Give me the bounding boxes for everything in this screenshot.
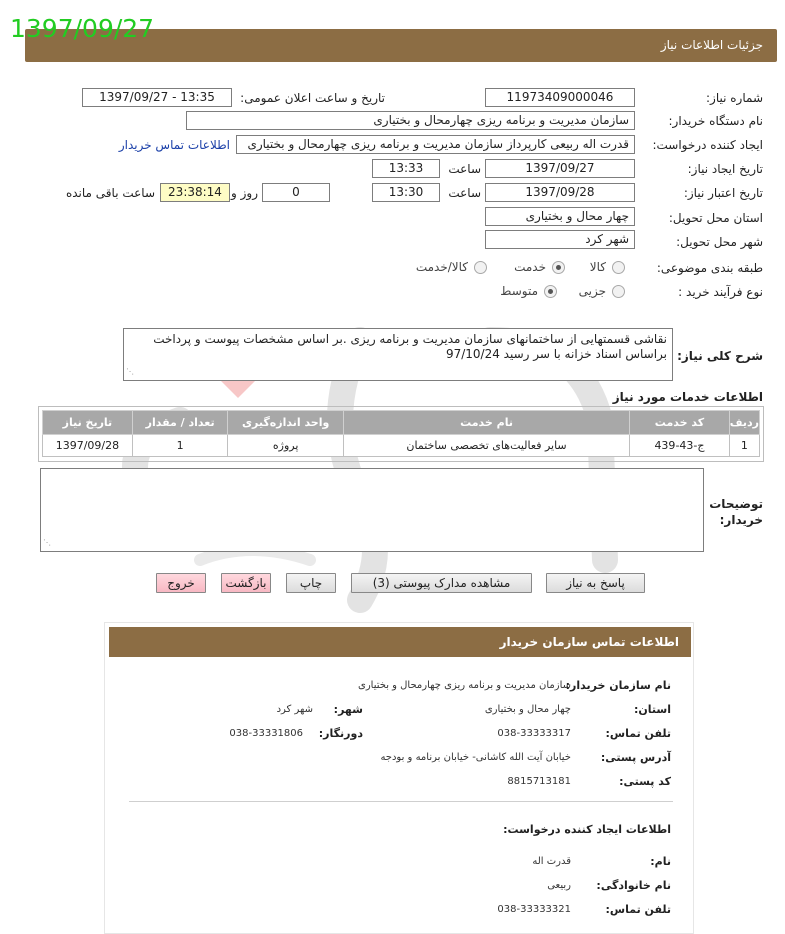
cell-quantity: 1 — [132, 435, 228, 457]
contact-province-label: استان: — [634, 703, 671, 716]
buyer-org-field[interactable]: سازمان مدیریت و برنامه ریزی چهارمحال و بختیاری — [186, 111, 635, 130]
need-number-field[interactable]: 11973409000046 — [485, 88, 635, 107]
date-stamp: 1397/09/27 — [10, 14, 155, 43]
cell-need-date: 1397/09/28 — [43, 435, 133, 457]
buyer-contact-link[interactable]: اطلاعات تماس خریدار — [118, 138, 230, 152]
category-radio-service[interactable] — [552, 261, 565, 274]
print-button[interactable]: چاپ — [286, 573, 336, 593]
page-header: جزئیات اطلاعات نیاز — [25, 29, 777, 62]
buyer-notes-textarea[interactable] — [40, 468, 704, 552]
announce-field[interactable]: 1397/09/27 - 13:35 — [82, 88, 232, 107]
category-radio-both[interactable] — [474, 261, 487, 274]
category-label: طبقه بندی موضوعی: — [656, 261, 763, 275]
announce-label: تاریخ و ساعت اعلان عمومی: — [240, 91, 385, 105]
services-table — [42, 410, 760, 457]
services-section-title: اطلاعات خدمات مورد نیاز — [612, 390, 763, 404]
contact-phone-value: 038-33333317 — [497, 728, 571, 739]
description-text: نقاشی قسمتهایی از ساختمانهای سازمان مدیریت و برنامه ریزی .بر اساس مشخصات پیوست و پرداخت براساس اسناد خزانه با سر رسید 97/10/24 — [153, 332, 667, 361]
contact-phone-label: تلفن تماس: — [605, 727, 671, 740]
validity-date-label: تاریخ اعتبار نیاز: — [683, 186, 763, 200]
back-button[interactable]: بازگشت — [221, 573, 271, 593]
province-field[interactable]: چهار محال و بختیاری — [485, 207, 635, 226]
contact-city-value: شهر کرد — [276, 704, 313, 715]
validity-time-field[interactable]: 13:30 — [372, 183, 440, 202]
creator-name-value: قدرت اله — [532, 856, 571, 867]
city-field[interactable]: شهر کرد — [485, 230, 635, 249]
creator-phone-label: تلفن تماس: — [605, 903, 671, 916]
province-label: استان محل تحویل: — [668, 211, 763, 225]
contact-fax-value: 038-33331806 — [229, 728, 303, 739]
col-header-unit: واحد اندازه‌گیری — [228, 411, 344, 435]
process-label-medium: متوسط — [500, 284, 538, 298]
resize-grip-icon[interactable]: ⋰ — [43, 538, 51, 547]
process-option-minor[interactable] — [579, 284, 625, 298]
buyer-org-label: نام دستگاه خریدار: — [668, 114, 763, 128]
contact-divider — [129, 801, 673, 802]
col-header-service-name: نام خدمت — [343, 411, 629, 435]
contact-province-value: چهار محال و بختیاری — [484, 704, 571, 715]
creator-family-label: نام خانوادگی: — [596, 879, 671, 892]
process-label: نوع فرآیند خرید : — [678, 285, 763, 299]
attachments-button[interactable]: مشاهده مدارک پیوستی (3) — [351, 573, 532, 593]
creator-name-label: نام: — [650, 855, 671, 868]
need-number-label: شماره نیاز: — [706, 91, 763, 105]
remaining-time-field[interactable]: 23:38:14 — [160, 183, 230, 202]
contact-org-value: سازمان مدیریت و برنامه ریزی چهارمحال و بختیاری — [358, 680, 571, 691]
days-remaining-field[interactable]: 0 — [262, 183, 330, 202]
creator-family-value: ربیعی — [547, 880, 571, 891]
days-label: روز و — [231, 186, 258, 200]
description-textarea[interactable] — [123, 328, 673, 381]
table-row — [43, 435, 760, 457]
buyer-contact-panel — [104, 622, 694, 934]
cell-unit: پروژه — [228, 435, 344, 457]
validity-time-label: ساعت — [448, 186, 481, 200]
remaining-label: ساعت باقی مانده — [65, 186, 155, 200]
created-time-label: ساعت — [448, 162, 481, 176]
contact-postal-value: 8815713181 — [507, 776, 571, 787]
services-header-row — [43, 411, 760, 435]
category-label-both: کالا/خدمت — [415, 260, 468, 274]
contact-org-label: نام سازمان خریدار: — [565, 679, 671, 692]
created-time-field[interactable]: 13:33 — [372, 159, 440, 178]
resize-grip-icon[interactable]: ⋰ — [126, 367, 134, 376]
created-date-field[interactable]: 1397/09/27 — [485, 159, 635, 178]
cell-row-no: 1 — [729, 435, 759, 457]
process-radio-medium[interactable] — [544, 285, 557, 298]
contact-fax-label: دورنگار: — [318, 727, 363, 740]
contact-address-value: خیابان آیت الله کاشانی- خیابان برنامه و بودجه — [380, 752, 571, 763]
category-option-goods[interactable] — [590, 260, 625, 274]
category-option-both[interactable] — [416, 260, 487, 274]
col-header-service-code: کد خدمت — [630, 411, 730, 435]
col-header-need-date: تاریخ نیاز — [43, 411, 133, 435]
requester-label: ایجاد کننده درخواست: — [652, 138, 763, 152]
description-label: شرح کلی نیاز: — [677, 349, 763, 363]
process-option-medium[interactable] — [500, 284, 557, 298]
exit-button[interactable]: خروج — [156, 573, 206, 593]
city-label: شهر محل تحویل: — [676, 235, 763, 249]
col-header-row-no: ردیف — [729, 411, 759, 435]
creator-section-title: اطلاعات ایجاد کننده درخواست: — [503, 823, 671, 836]
contact-panel-title: اطلاعات تماس سازمان خریدار — [109, 627, 691, 657]
contact-postal-label: کد پستی: — [619, 775, 671, 788]
validity-date-field[interactable]: 1397/09/28 — [485, 183, 635, 202]
cell-service-code: ج-43-439 — [630, 435, 730, 457]
category-option-service[interactable] — [514, 260, 565, 274]
creator-phone-value: 038-33333321 — [497, 904, 571, 915]
reply-button[interactable]: پاسخ به نیاز — [546, 573, 645, 593]
process-radio-minor[interactable] — [612, 285, 625, 298]
col-header-quantity: تعداد / مقدار — [132, 411, 228, 435]
category-label-service: خدمت — [514, 260, 546, 274]
buyer-notes-label: توضیحات خریدار: — [709, 497, 763, 527]
created-date-label: تاریخ ایجاد نیاز: — [687, 162, 763, 176]
requester-field[interactable]: قدرت اله ربیعی کارپرداز سازمان مدیریت و برنامه ریزی چهارمحال و بختیاری — [236, 135, 635, 154]
contact-address-label: آدرس پستی: — [600, 751, 671, 764]
category-label-goods: کالا — [589, 260, 606, 274]
category-radio-goods[interactable] — [612, 261, 625, 274]
contact-city-label: شهر: — [333, 703, 363, 716]
cell-service-name: سایر فعالیت‌های تخصصی ساختمان — [343, 435, 629, 457]
process-label-minor: جزیی — [578, 284, 606, 298]
